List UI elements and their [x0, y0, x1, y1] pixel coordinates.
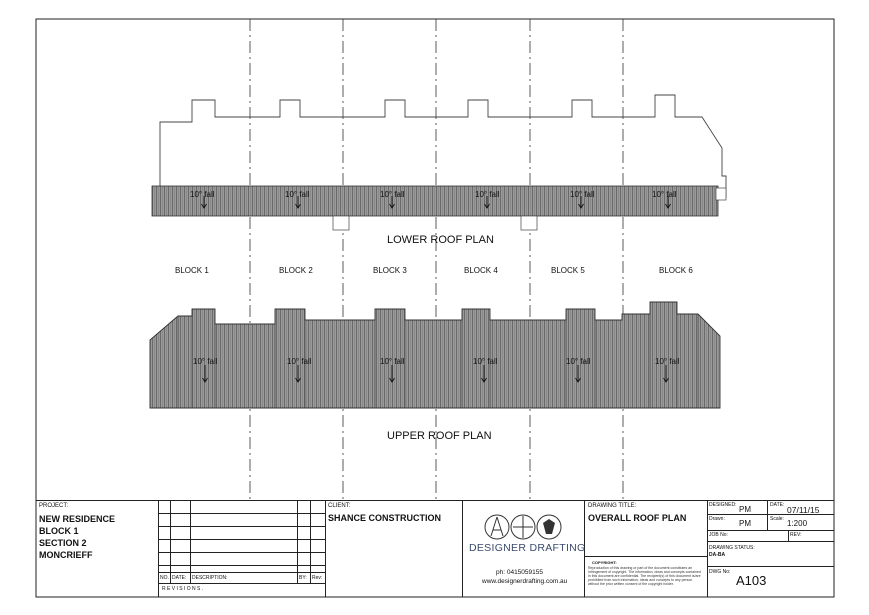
- block-label: BLOCK 5: [551, 266, 585, 275]
- drawing-title: OVERALL ROOF PLAN: [588, 513, 687, 523]
- fall-label: 10° fall: [473, 357, 498, 366]
- block-divider-lines: [250, 19, 623, 500]
- revisions-footer: R E V I S I O N S .: [162, 586, 204, 592]
- fall-label: 10° fall: [655, 357, 680, 366]
- drawing-title-heading: DRAWING TITLE:: [588, 503, 637, 509]
- fall-label: 10° fall: [570, 190, 595, 199]
- designed-label: DESIGNED:: [709, 502, 737, 508]
- project-heading: PROJECT:: [39, 503, 69, 509]
- client-heading: CLIENT:: [328, 503, 351, 509]
- block-label: BLOCK 6: [659, 266, 693, 275]
- revisions-col-by: BY:: [299, 575, 307, 581]
- project-line: MONCRIEFF: [39, 550, 93, 560]
- client-name: SHANCE CONSTRUCTION: [328, 513, 442, 523]
- scale-value: 1:200: [787, 519, 808, 528]
- dwg-no-value: A103: [736, 573, 767, 588]
- company-website: www.designerdrafting.com.au: [482, 578, 568, 585]
- drawn-label: Drawn:: [709, 516, 725, 522]
- fall-label: 10° fall: [566, 357, 591, 366]
- fall-label: 10° fall: [380, 190, 405, 199]
- project-line: BLOCK 1: [39, 526, 79, 536]
- fall-label: 10° fall: [380, 357, 405, 366]
- sheet-border: [36, 19, 834, 597]
- fall-label: 10° fall: [287, 357, 312, 366]
- project-line: SECTION 2: [39, 538, 87, 548]
- fall-label: 10° fall: [190, 190, 215, 199]
- dwg-no-label: DWG No:: [709, 569, 731, 575]
- fall-label: 10° fall: [475, 190, 500, 199]
- company-phone: ph: 0415059155: [496, 569, 543, 576]
- block-label: BLOCK 3: [373, 266, 407, 275]
- fall-label: 10° fall: [193, 357, 218, 366]
- designed-value: PM: [739, 505, 751, 514]
- drawing-status-value: DA-BA: [709, 552, 726, 558]
- drawn-value: PM: [739, 519, 751, 528]
- lower-roof-plan-title: LOWER ROOF PLAN: [387, 234, 494, 246]
- fall-label: 10° fall: [652, 190, 677, 199]
- upper-roof-plan-title: UPPER ROOF PLAN: [387, 430, 492, 442]
- company-logo: [483, 512, 563, 542]
- block-label: BLOCK 1: [175, 266, 209, 275]
- fall-label: 10° fall: [285, 190, 310, 199]
- company-name: DESIGNER DRAFTING: [469, 542, 586, 554]
- copyright-text: Reproduction of this drawing or part of the document constitutes an infringement of copyright. The information, ideas and concepts contained in this document are confidential. The recipient(s) of this document is/are prohibited from such information, ideas and concepts to any person without the prior written consent of the copyright holder.: [588, 566, 701, 586]
- block-label: BLOCK 4: [464, 266, 498, 275]
- copyright-heading: COPYRIGHT:: [592, 560, 617, 565]
- scale-label: Scale:: [770, 516, 784, 522]
- revisions-col-no: NO.: [160, 575, 169, 581]
- lower-roof-outline: [160, 95, 726, 198]
- revisions-col-description: DESCRIPTION:: [192, 575, 228, 581]
- upper-roof-sheeting: [150, 302, 720, 408]
- rev-label: REV:: [790, 532, 802, 538]
- job-no-label: JOB No:: [709, 532, 728, 538]
- drawing-status-label: DRAWING STATUS:: [709, 545, 755, 551]
- date-label: DATE:: [770, 502, 785, 508]
- lower-roof-sheeting: [152, 186, 718, 216]
- project-line: NEW RESIDENCE: [39, 514, 116, 524]
- block-label: BLOCK 2: [279, 266, 313, 275]
- date-value: 07/11/15: [787, 505, 820, 515]
- revisions-col-date: DATE:: [172, 575, 187, 581]
- revisions-col-rev: Rev:: [312, 575, 323, 581]
